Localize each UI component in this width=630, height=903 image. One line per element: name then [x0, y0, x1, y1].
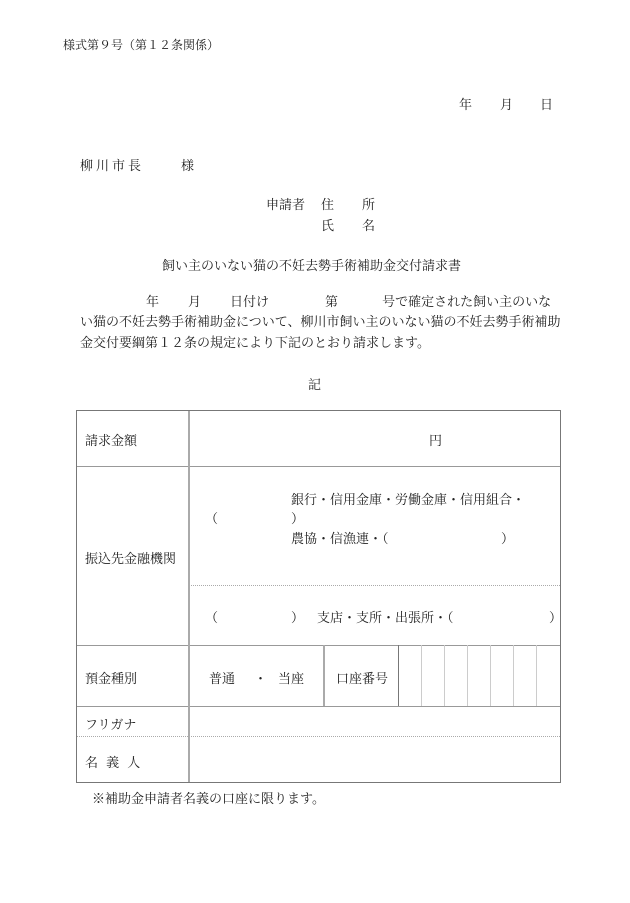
holder-field[interactable] — [191, 738, 559, 781]
account-number-label: 口座番号 — [336, 672, 389, 687]
request-form-table — [76, 410, 561, 783]
holder-label: 名 義 人 — [85, 756, 143, 771]
name-label: 名 — [362, 219, 376, 234]
bank-types-line2: 農協・信漁連・（ — [291, 532, 389, 547]
bank-name-open-paren: （ — [205, 512, 219, 527]
branch-types-close: ） — [549, 611, 563, 626]
date-year-label: 年 — [459, 98, 473, 113]
branch-other-field[interactable] — [467, 603, 547, 627]
branch-name-field[interactable] — [217, 603, 287, 627]
bank-types-line1: 銀行・信用金庫・労働金庫・信用組合・ — [291, 493, 526, 508]
furigana-label: フリガナ — [85, 718, 137, 733]
amount-unit: 円 — [429, 434, 443, 449]
body-number-prefix: 第 — [325, 295, 339, 310]
document-title: 飼い主のいない猫の不妊去勢手術補助金交付請求書 — [162, 259, 462, 274]
branch-close-paren: ） — [291, 611, 305, 626]
addressee-suffix: 様 — [181, 159, 195, 174]
bank-types-line2-close: ） — [501, 532, 515, 547]
ki-heading: 記 — [308, 378, 322, 393]
account-number-field[interactable] — [400, 647, 560, 705]
bank-other-field[interactable] — [382, 524, 497, 546]
row-divider-dotted — [77, 736, 560, 737]
body-paragraph-line: い猫の不妊去勢手術補助金について、柳川市飼い主のいない猫の不妊去勢手術補助 — [80, 315, 561, 330]
body-rest: 号で確定された飼い主のいな — [382, 295, 552, 310]
column-divider — [323, 645, 325, 706]
address-label: 所 — [362, 198, 376, 213]
row-divider — [77, 466, 560, 467]
body-day-suffix: 日付け — [230, 295, 270, 310]
body-paragraph-line — [80, 293, 551, 313]
addressee-name: 柳川市長 — [80, 159, 145, 174]
body-paragraph-line: 金交付要綱第１２条の規定により下記のとおり請求します。 — [80, 336, 430, 351]
form-number: 様式第９号（第１２条関係） — [63, 38, 220, 52]
bank-name-field[interactable] — [217, 503, 287, 527]
date-month-label: 月 — [500, 98, 514, 113]
amount-field[interactable] — [202, 426, 412, 452]
row-divider-dotted — [189, 585, 560, 586]
deposit-type-label: 預金種別 — [85, 672, 138, 687]
deposit-option-current[interactable]: 当座 — [278, 672, 305, 687]
body-year: 年 — [146, 295, 160, 310]
amount-label: 請求金額 — [85, 434, 138, 449]
branch-types: 支店・支所・出張所・（ — [317, 611, 454, 626]
bank-label: 振込先金融機関 — [85, 552, 177, 567]
column-divider — [398, 645, 399, 706]
body-month: 月 — [188, 295, 202, 310]
branch-open-paren: （ — [205, 611, 219, 626]
date-day-label: 日 — [540, 98, 554, 113]
row-divider — [77, 706, 560, 707]
deposit-option-ordinary[interactable]: 普通 — [209, 672, 236, 687]
name-label: 氏 — [321, 219, 335, 234]
address-label: 住 — [321, 198, 335, 213]
applicant-label: 申請者 — [266, 198, 306, 213]
bank-name-close-paren: ） — [291, 512, 305, 527]
furigana-field[interactable] — [191, 708, 559, 735]
footnote: ※補助金申請者名義の口座に限ります。 — [92, 792, 325, 807]
row-divider — [77, 645, 560, 646]
deposit-option-separator: ・ — [254, 672, 268, 687]
column-divider — [188, 411, 190, 782]
